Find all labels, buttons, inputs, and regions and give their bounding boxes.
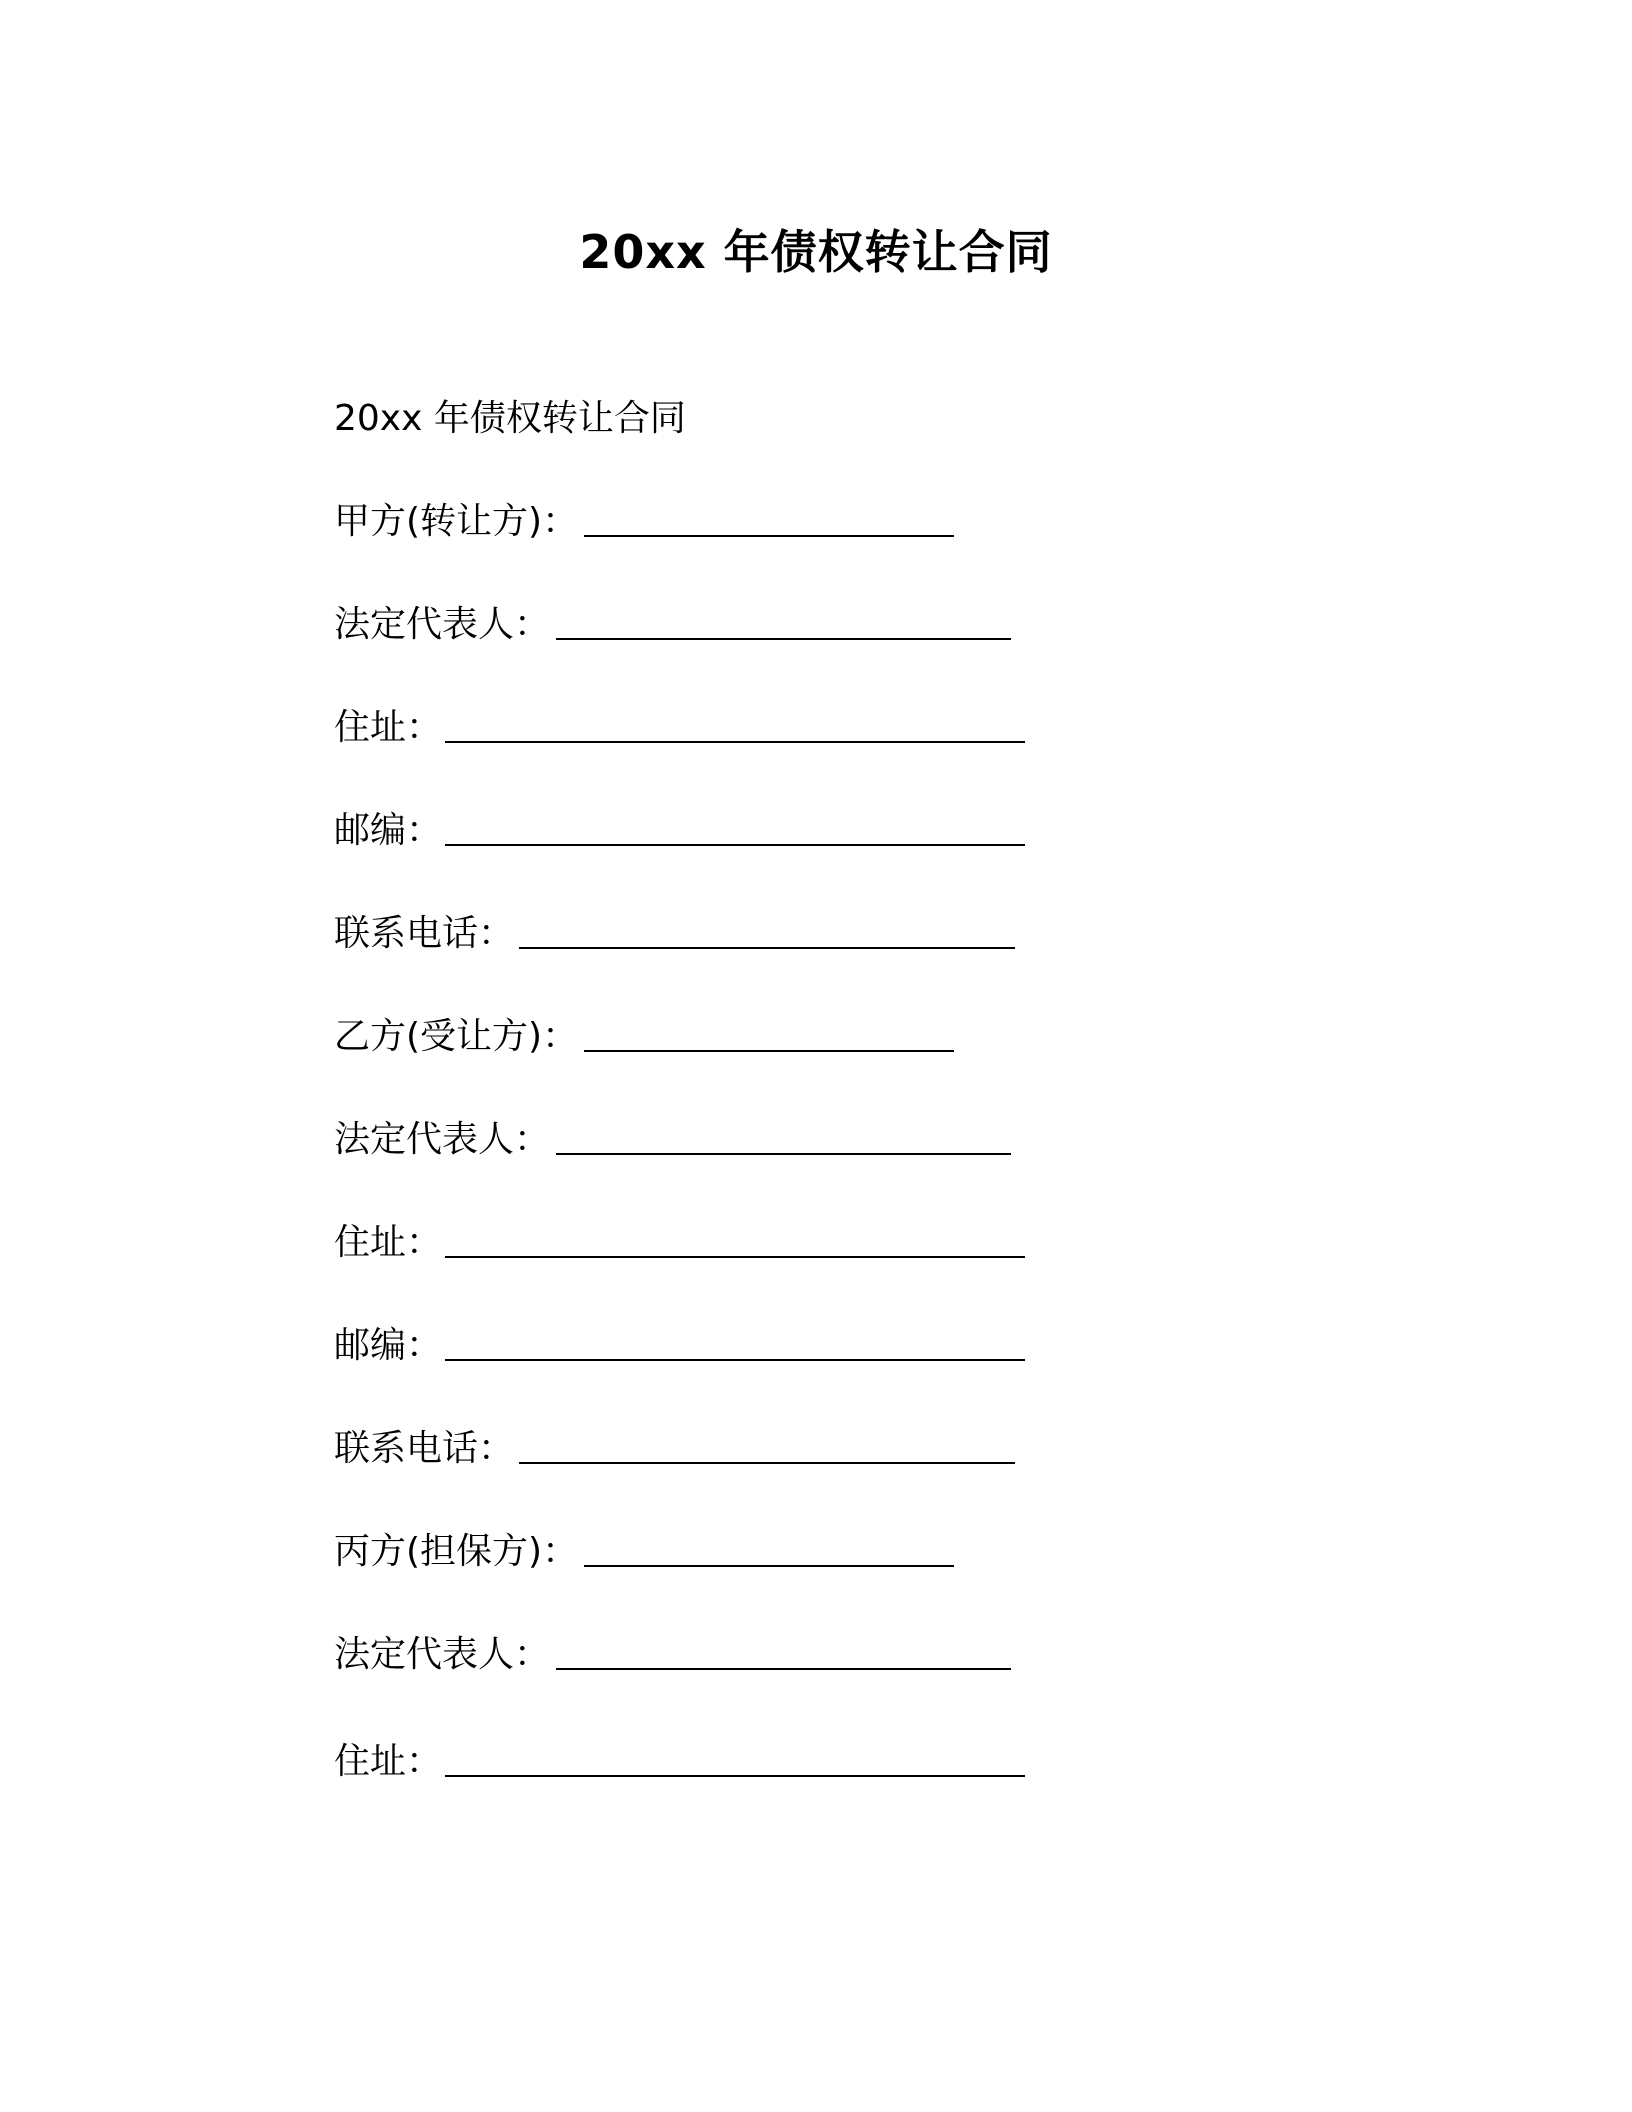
party-a-postcode-field xyxy=(334,806,442,856)
fill-blank-line[interactable] xyxy=(445,1359,1025,1361)
party-a-representative-field xyxy=(334,600,550,650)
party-c-name-field xyxy=(334,1527,578,1577)
fill-blank-line[interactable] xyxy=(445,741,1025,743)
fill-blank-line[interactable] xyxy=(584,1050,954,1052)
field-label: 住址： xyxy=(334,1222,443,1263)
party-b-phone-field xyxy=(334,1424,514,1474)
field-label: 邮编： xyxy=(334,1325,443,1366)
fill-blank-line[interactable] xyxy=(445,844,1025,846)
party-c-address-field xyxy=(334,1737,442,1787)
field-label: 甲方(转让方)： xyxy=(334,501,579,542)
party-a-address-field xyxy=(334,703,442,753)
fill-blank-line[interactable] xyxy=(556,638,1011,640)
field-label: 法定代表人： xyxy=(334,1119,551,1160)
fill-blank-line[interactable] xyxy=(556,1153,1011,1155)
field-label: 法定代表人： xyxy=(334,604,551,645)
fill-blank-line[interactable] xyxy=(519,947,1015,949)
party-a-phone-field xyxy=(334,909,514,959)
fill-blank-line[interactable] xyxy=(519,1462,1015,1464)
fill-blank-line[interactable] xyxy=(445,1256,1025,1258)
field-label: 联系电话： xyxy=(334,1428,515,1469)
field-label: 住址： xyxy=(334,1741,443,1782)
document-subtitle: 20xx 年债权转让合同 xyxy=(334,398,686,439)
fill-blank-line[interactable] xyxy=(584,1565,954,1567)
party-a-name-field xyxy=(334,497,578,547)
party-b-representative-field xyxy=(334,1115,550,1165)
party-b-name-field xyxy=(334,1012,578,1062)
field-label: 丙方(担保方)： xyxy=(334,1531,579,1572)
fill-blank-line[interactable] xyxy=(584,535,954,537)
document-title: 20xx 年债权转让合同 xyxy=(579,225,1053,279)
fill-blank-line[interactable] xyxy=(445,1775,1025,1777)
field-label: 邮编： xyxy=(334,810,443,851)
party-b-postcode-field xyxy=(334,1321,442,1371)
field-label: 乙方(受让方)： xyxy=(334,1016,579,1057)
field-label: 法定代表人： xyxy=(334,1634,551,1675)
field-label: 住址： xyxy=(334,707,443,748)
fill-blank-line[interactable] xyxy=(556,1668,1011,1670)
party-b-address-field xyxy=(334,1218,442,1268)
field-label: 联系电话： xyxy=(334,913,515,954)
party-c-representative-field xyxy=(334,1630,550,1680)
